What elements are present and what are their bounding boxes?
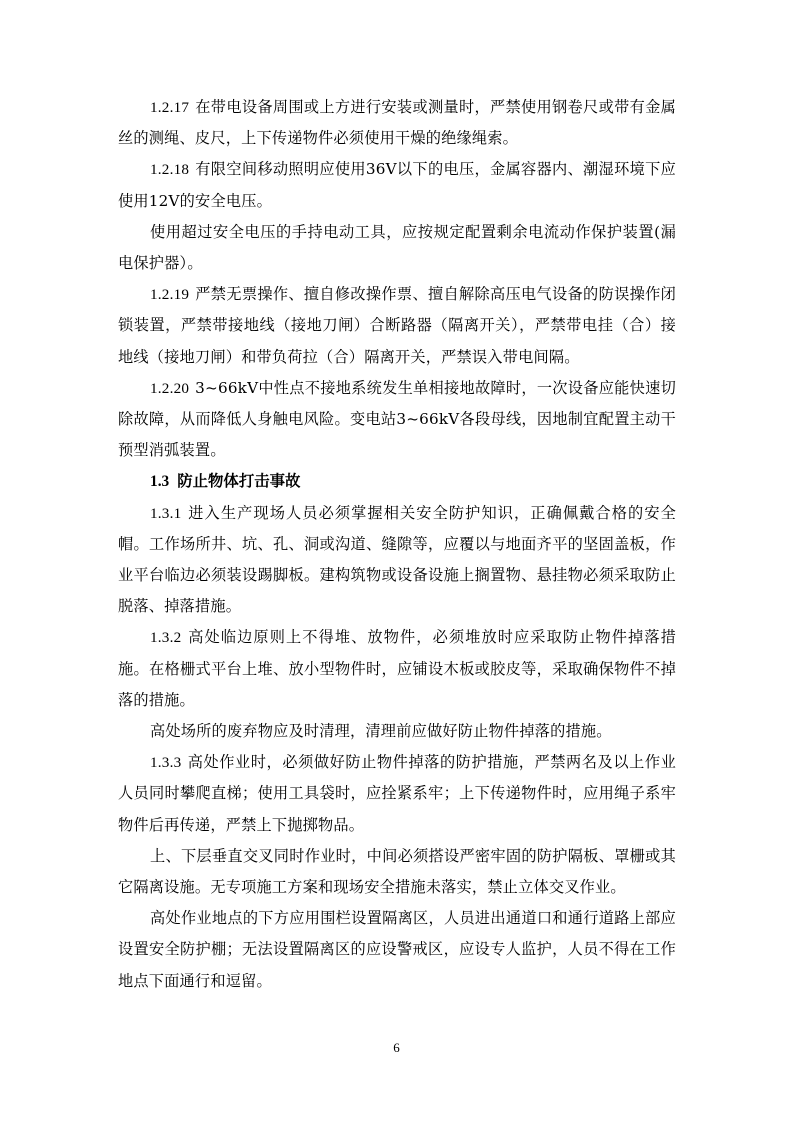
document-body [118, 92, 676, 997]
section-number: 1.3 [150, 473, 170, 491]
clause-text: 高处作业时，必须做好防止物件掉落的防护措施，严禁两名及以上作业人员同时攀爬直梯；使用工具袋时，应拴紧系牢；上下传递物件时，应用绳子系牢物件后再传递，严禁上下抛掷物品。 [118, 753, 676, 834]
paragraph-text: 上、下层垂直交叉同时作业时，中间必须搭设严密牢固的防护隔板、罩栅或其它隔离设施。无专项施工方案和现场安全措施未落实，禁止立体交叉作业。 [118, 846, 676, 897]
clause-number: 1.2.17 [150, 99, 190, 116]
paragraph-text: 高处作业地点的下方应用围栏设置隔离区，人员进出通道口和通行道路上部应设置安全防护棚；无法设置隔离区的应设警戒区，应设专人监护，人员不得在工作地点下面通行和逗留。 [118, 909, 676, 990]
clause-text: 高处临边原则上不得堆、放物件，必须堆放时应采取防止物件掉落措施。在格栅式平台上堆、放小型物件时，应铺设木板或胶皮等，采取确保物件不掉落的措施。 [118, 628, 676, 709]
paragraph [118, 716, 676, 747]
paragraph [118, 903, 676, 997]
clause-1-3-1 [118, 498, 676, 623]
paragraph-text: 高处场所的废弃物应及时清理，清理前应做好防止物件掉落的措施。 [150, 722, 612, 741]
clause-number: 1.3.3 [150, 754, 182, 772]
clause-number: 1.3.2 [150, 629, 182, 647]
clause-1-2-20 [118, 373, 676, 467]
section-title: 防止物体打击事故 [177, 472, 301, 491]
paragraph [118, 217, 676, 279]
clause-text: 3~66kV中性点不接地系统发生单相接地故障时，一次设备应能快速切除故障，从而降低人身触电风险。变电站3~66kV各段母线，因地制宜配置主动干预型消弧装置。 [118, 378, 676, 460]
paragraph [118, 841, 676, 903]
paragraph-text: 使用超过安全电压的手持电动工具，应按规定配置剩余电流动作保护装置(漏电保护器）。 [118, 222, 676, 273]
clause-text: 在带电设备周围或上方进行安装或测量时，严禁使用钢卷尺或带有金属丝的测绳、皮尺，上下传递物件必须使用干燥的绝缘绳索。 [118, 98, 676, 148]
clause-text: 有限空间移动照明应使用36V以下的电压，金属容器内、潮湿环境下应使用12V的安全电压。 [118, 160, 676, 210]
clause-1-3-3 [118, 747, 676, 841]
clause-1-2-17 [118, 92, 676, 154]
clause-number: 1.2.20 [150, 379, 190, 397]
clause-text: 进入生产现场人员必须掌握相关安全防护知识，正确佩戴合格的安全帽。工作场所井、坑、孔、洞或沟道、缝隙等，应覆以与地面齐平的坚固盖板，作业平台临边必须装设踢脚板。建构筑物或设备设施上搁置物、悬挂物必须采取防止脱落、掉落措施。 [118, 503, 676, 616]
page-number: 6 [393, 1040, 400, 1055]
clause-1-2-18 [118, 154, 676, 216]
clause-text: 严禁无票操作、擅自修改操作票、擅自解除高压电气设备的防误操作闭锁装置，严禁带接地线（接地刀闸）合断路器（隔离开关），严禁带电挂（合）接地线（接地刀闸）和带负荷拉（合）隔离开关，严禁误入带电间隔。 [118, 285, 676, 366]
clause-number: 1.3.1 [150, 504, 182, 522]
section-heading-1-3 [118, 466, 676, 497]
clause-1-3-2 [118, 622, 676, 716]
clause-number: 1.2.19 [150, 286, 190, 304]
clause-1-2-19 [118, 279, 676, 373]
clause-number: 1.2.18 [150, 161, 190, 179]
